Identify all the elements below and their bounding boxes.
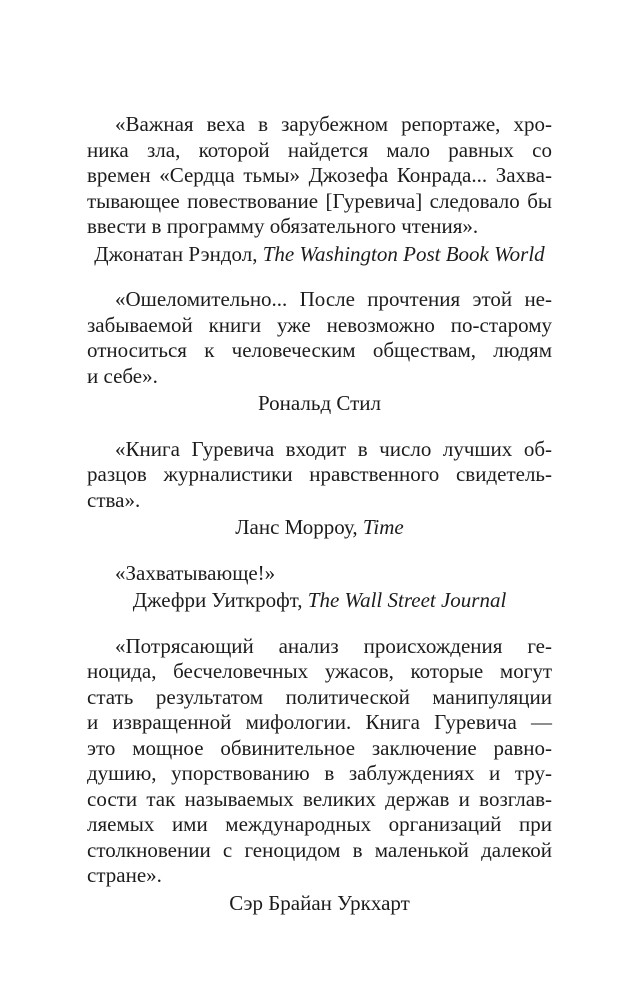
quote-line: разцов журналистики нравственного свидетель- <box>87 462 552 486</box>
quote-line: это мощное обвинительное заключение равно- <box>87 735 552 760</box>
review-quote-3 <box>87 437 552 541</box>
quote-line: и извращенной мифологии. Книга Гуревича — <box>87 710 552 734</box>
reviewer-name: Джонатан Рэндол, <box>94 241 263 266</box>
quote-line: и себе». <box>87 363 158 388</box>
quote-line: сости так называемых великих держав и возглав- <box>87 786 552 811</box>
quote-line: забываемой книги уже невозможно по-старому <box>87 312 552 337</box>
quote-line: столкновении с геноцидом в маленькой далекой <box>87 837 552 862</box>
quote-line: «Захватывающе!» <box>115 560 276 585</box>
attribution-line <box>87 891 552 917</box>
review-quote-2 <box>87 287 552 417</box>
attribution-line <box>87 588 552 614</box>
reviewer-name: Сэр Брайан Уркхарт <box>229 890 410 915</box>
quote-line: «Важная веха в зарубежном репортаже, хро- <box>115 112 552 136</box>
quote-line: «Потрясающий анализ происхождения ге- <box>115 633 552 658</box>
quote-line: ства». <box>87 487 141 512</box>
review-quote-5 <box>87 634 552 917</box>
publication-name: Time <box>362 515 404 539</box>
quote-line: ляемых ими международных организаций при <box>87 812 552 836</box>
attribution-line <box>87 242 552 268</box>
attribution-line <box>87 391 552 417</box>
publication-name: The Wall Street Journal <box>307 588 507 612</box>
review-quote-4 <box>87 561 552 614</box>
quote-line: ввести в программу обязательного чтения». <box>87 214 479 238</box>
quote-line: «Книга Гуревича входит в число лучших об- <box>115 436 552 461</box>
reviewer-name: Джефри Уиткрофт, <box>132 588 308 612</box>
quote-line: времен «Сердца тьмы» Джозефа Конрада... Захва- <box>87 163 552 187</box>
reviewer-name: Рональд Стил <box>257 391 382 415</box>
publication-name: The Washington Post Book World <box>262 241 545 266</box>
reviewer-name: Ланс Морроу, <box>235 515 363 539</box>
quote-line: тывающее повествование [Гуревича] следовало бы <box>87 188 552 213</box>
quote-line: относиться к человеческим обществам, людям <box>87 338 552 362</box>
review-quote-1 <box>87 112 552 267</box>
attribution-line <box>87 515 552 541</box>
quote-line: ника зла, которой найдется мало равных со <box>87 137 552 162</box>
quote-line: душию, упорствованию в заблуждениях и тру- <box>87 761 552 785</box>
quote-line: стране». <box>87 863 162 887</box>
quote-line: «Ошеломительно... После прочтения этой не- <box>115 287 552 311</box>
quote-line: ноцида, бесчеловечных ужасов, которые могут <box>87 659 552 683</box>
quote-line: стать результатом политической манипуляции <box>87 684 552 709</box>
